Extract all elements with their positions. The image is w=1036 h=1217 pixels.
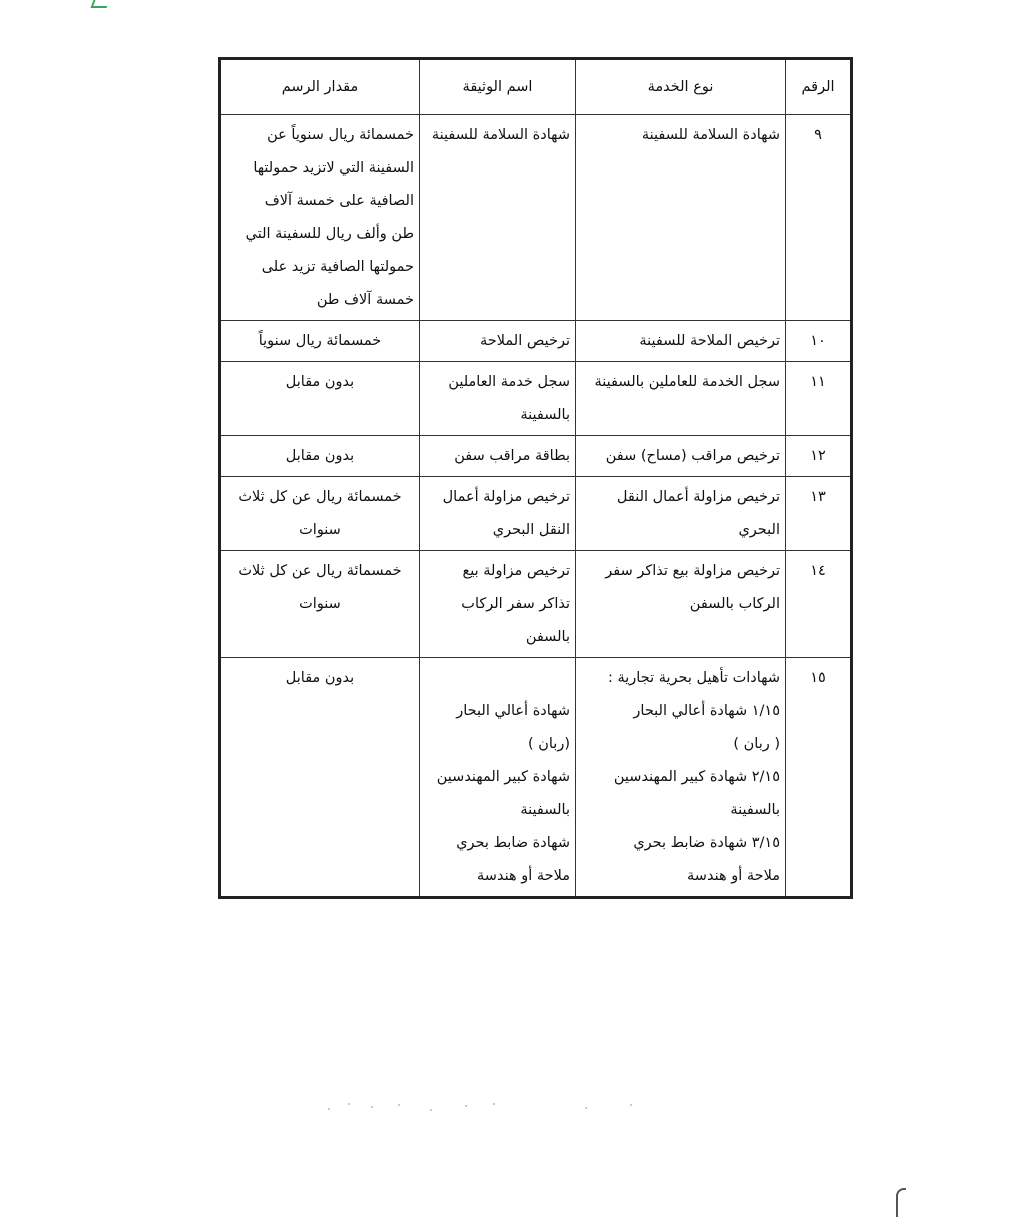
cell-line: ترخيص مزاولة أعمال [442,489,570,505]
cell-line: شهادة السلامة للسفينة [641,127,780,143]
table-row [220,115,852,321]
cell-line: ٢/١٥ شهادة كبير المهندسين [613,769,780,785]
cell-line: شهادات تأهيل بحرية تجارية : [608,670,780,686]
cell-line: ترخيص الملاحة [480,333,570,349]
table-row [220,436,852,477]
cell-line: ( ربان ) [733,736,780,752]
cell-line: بالسفينة [520,802,570,818]
cell-line: بالسفينة [730,802,780,818]
cell-fee-amount [220,362,420,436]
cell-service-type [576,477,786,551]
cell-line: خمسمائة ريال عن كل ثلاث [238,563,402,579]
fees-table [218,57,853,899]
header-service-type: نوع الخدمة [576,59,786,115]
cell-line: شهادة أعالي البحار [456,703,570,719]
cell-line: بالسفن [525,629,570,645]
cell-line: السفينة التي لاتزيد حمولتها [253,160,414,176]
cell-line: تذاكر سفر الركاب [461,596,570,612]
cell-line: طن وألف ريال للسفينة التي [245,226,414,242]
page-edge-bracket [896,1188,906,1217]
cell-line: ترخيص مزاولة بيع [462,563,570,579]
cell-document-name [420,362,576,436]
cell-document-name [420,115,576,321]
cell-line [425,662,570,695]
cell-line: بالسفينة [520,407,570,423]
cell-line: الصافية على خمسة آلاف [264,193,414,209]
cell-service-type [576,362,786,436]
cell-document-name [420,658,576,898]
cell-fee-amount [220,658,420,898]
cell-document-name [420,436,576,477]
cell-line: ترخيص مزاولة بيع تذاكر سفر [605,563,780,579]
cell-line: (ربان ) [527,736,570,752]
header-fee-amount: مقدار الرسم [220,59,420,115]
cell-service-type [576,115,786,321]
cell-line: بطاقة مراقب سفن [454,448,570,464]
cell-line: بدون مقابل [285,374,355,390]
cell-line: خمسمائة ريال سنوياً عن [267,127,414,143]
table-row [220,321,852,362]
cell-number: ١٢ [786,436,852,477]
table-row [220,551,852,658]
cell-line: ملاحة أو هندسة [687,868,780,884]
cell-number: ١٤ [786,551,852,658]
cell-line: شهادة ضابط بحري [456,835,570,851]
cell-line: سجل خدمة العاملين [448,374,570,390]
cell-line: ٣/١٥ شهادة ضابط بحري [633,835,780,851]
cell-line: خمسة آلاف طن [316,292,414,308]
cell-line: ترخيص مراقب (مساح) سفن [605,448,780,464]
cell-service-type [576,436,786,477]
cell-line: خمسمائة ريال سنوياً [258,333,382,349]
scan-corner-mark [91,0,110,8]
cell-line: البحري [738,522,780,538]
cell-line: سجل الخدمة للعاملين بالسفينة [594,374,780,390]
cell-number: ١٣ [786,477,852,551]
table-row [220,658,852,898]
table-header-row [220,59,852,115]
cell-service-type [576,551,786,658]
cell-number: ١٥ [786,658,852,898]
cell-number: ١١ [786,362,852,436]
cell-document-name [420,551,576,658]
cell-service-type [576,658,786,898]
cell-line: سنوات [299,522,341,538]
table-row [220,477,852,551]
cell-line: ١/١٥ شهادة أعالي البحار [633,703,780,719]
header-document-name: اسم الوثيقة [420,59,576,115]
cell-service-type [576,321,786,362]
cell-fee-amount [220,321,420,362]
cell-fee-amount [220,551,420,658]
cell-line: النقل البحري [492,522,570,538]
cell-document-name [420,321,576,362]
cell-line: شهادة كبير المهندسين [436,769,570,785]
cell-number: ٩ [786,115,852,321]
cell-line: ملاحة أو هندسة [477,868,570,884]
cell-line: ترخيص الملاحة للسفينة [639,333,780,349]
cell-line: حمولتها الصافية تزيد على [261,259,414,275]
cell-fee-amount [220,477,420,551]
cell-line: ترخيص مزاولة أعمال النقل [616,489,780,505]
cell-line: الركاب بالسفن [689,596,780,612]
cell-line: خمسمائة ريال عن كل ثلاث [238,489,402,505]
table-body [220,115,852,898]
cell-line: بدون مقابل [285,670,355,686]
cell-number: ١٠ [786,321,852,362]
table-row [220,362,852,436]
cell-fee-amount [220,436,420,477]
cell-line: بدون مقابل [285,448,355,464]
cell-line: سنوات [299,596,341,612]
cell-document-name [420,477,576,551]
cell-fee-amount [220,115,420,321]
header-number: الرقم [786,59,852,115]
cell-line: شهادة السلامة للسفينة [431,127,570,143]
